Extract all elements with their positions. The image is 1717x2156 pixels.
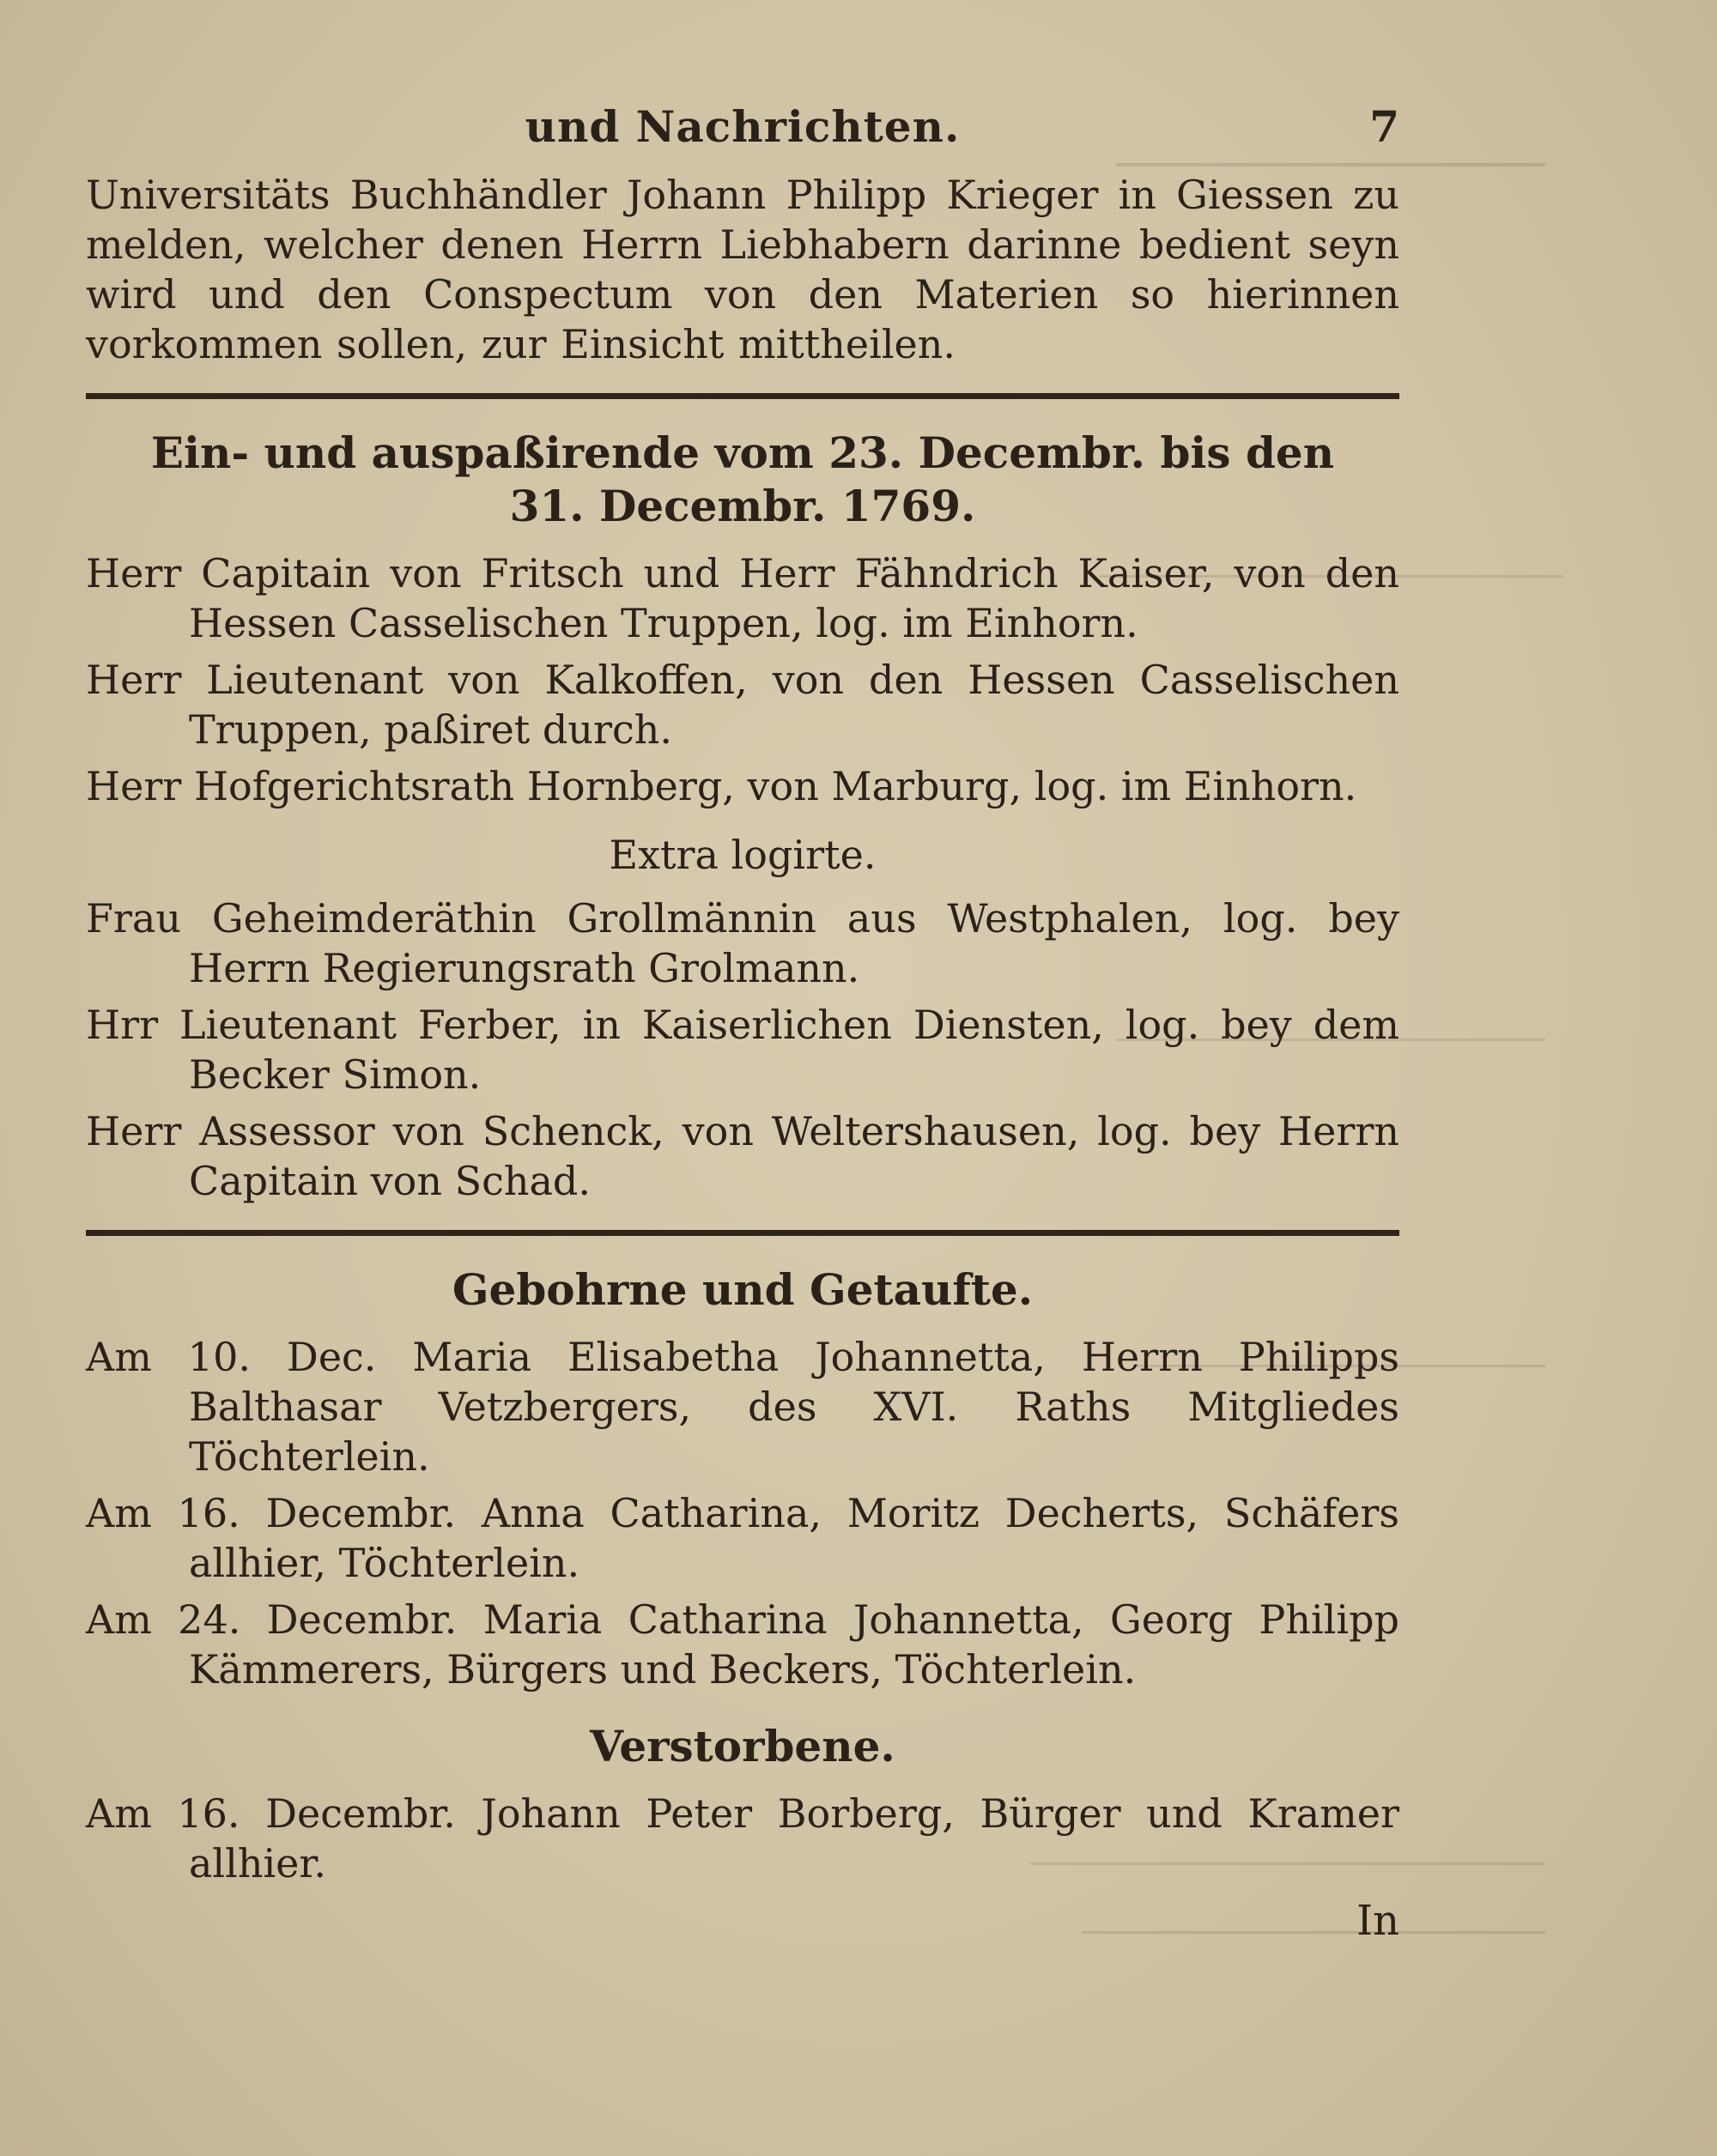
list-item: Frau Geheimderäthin Grollmännin aus Westphalen, log. bey Herrn Regierungsrath Grolmann. [86, 895, 1399, 991]
running-title: und Nachrichten. [525, 101, 961, 152]
list-item: Am 16. Decembr. Johann Peter Borberg, Bürger und Kramer allhier. [86, 1790, 1399, 1886]
page-header [86, 101, 1399, 170]
list-item: Am 24. Decembr. Maria Catharina Johannetta, Georg Philipp Kämmerers, Bürgers und Beckers, Töchterlein. [86, 1596, 1399, 1693]
page-number: 7 [1369, 101, 1399, 152]
births-section [86, 1263, 1399, 1694]
travellers-section [86, 427, 1399, 1206]
page-content [86, 101, 1399, 1947]
list-item: Herr Lieutenant von Kalkoffen, von den Hessen Casselischen Truppen, paßiret durch. [86, 657, 1399, 753]
intro-paragraph: Universitäts Buchhändler Johann Philipp Krieger in Giessen zu melden, welcher denen Herrn Liebhabern darinne bedient seyn wird und den Conspectum von den Materien so hierinnen vorkommen sollen, zur Einsicht mittheilen. [86, 172, 1399, 367]
deaths-section [86, 1720, 1399, 1888]
deaths-title: Verstorbene. [590, 1721, 895, 1771]
extra-title: Extra logirte. [609, 832, 877, 878]
travellers-title: Ein- und auspaßirende vom 23. Decembr. bis den 31. Decembr. 1769. [150, 427, 1335, 531]
list-item: Am 10. Dec. Maria Elisabetha Johannetta, Herrn Philipps Balthasar Vetzbergers, des XVI. Raths Mitgliedes Töchterlein. [86, 1334, 1399, 1480]
list-item: Herr Assessor von Schenck, von Weltershausen, log. bey Herrn Capitain von Schad. [86, 1108, 1399, 1204]
list-item: Hrr Lieutenant Ferber, in Kaiserlichen Diensten, log. bey dem Becker Simon. [86, 1002, 1399, 1098]
list-item: Herr Capitain von Fritsch und Herr Fähndrich Kaiser, von den Hessen Casselischen Truppen, log. im Einhorn. [86, 550, 1399, 646]
section-divider [86, 393, 1399, 399]
section-divider [86, 1230, 1399, 1236]
catchword: In [1356, 1897, 1399, 1945]
list-item: Am 16. Decembr. Anna Catharina, Moritz Decherts, Schäfers allhier, Töchterlein. [86, 1490, 1399, 1586]
births-title: Gebohrne und Getaufte. [452, 1264, 1034, 1315]
list-item: Herr Hofgerichtsrath Hornberg, von Marburg, log. im Einhorn. [86, 763, 1357, 809]
